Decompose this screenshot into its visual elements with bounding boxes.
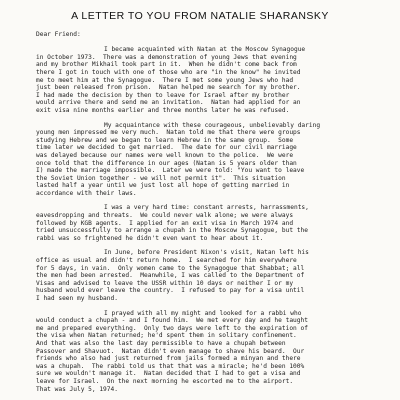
paragraph-line: just been released from prison. Natan helped me search for my brother. (36, 84, 301, 92)
paragraph-line: tried unsuccessfully to arrange a chupah in the Moscow Synagogue, but the (36, 227, 308, 235)
paragraph-line: the Soviet Union together - we will not permit it". This situation (36, 174, 286, 182)
paragraph-line: studying Hebrew and we began to learn Hebrew in the same group. Some (36, 136, 294, 144)
letter-paragraph (36, 249, 364, 302)
paragraph-line: once told that the difference in our ages (Natan is 5 years older than (36, 159, 297, 167)
paragraph-line: Passover and Shavuot. Natan didn't even manage to shave his beard. Our (36, 347, 305, 355)
paragraph-line: accordance with their laws. (36, 189, 137, 197)
paragraph-line: sure we wouldn't manage it. Natan decided that I had to get a visa and (36, 370, 301, 378)
paragraph-line: would conduct a chupah - and I found him. We met every day and he taught (36, 317, 308, 325)
paragraph-line: I had seen my husband. (36, 295, 118, 302)
letter-paragraph (36, 204, 364, 242)
paragraph-line: husband would ever leave the country. I refused to pay for a visa until (36, 287, 305, 295)
paragraph-line: would arrive there and send me an invitation. Natan had applied for an (36, 99, 301, 107)
paragraph-line: me to meet him at the Synagogue. There I met some young Jews who had (36, 76, 294, 84)
paragraph-line: office as usual and didn't return home. I searched for him everywhere (36, 257, 297, 265)
paragraph-line: eavesdropping and threats. We could never walk alone; we were always (36, 212, 294, 220)
paragraph-line: That was July 5, 1974. (36, 385, 118, 393)
letter-body (36, 46, 364, 393)
paragraph-line: the men had been arrested. Meanwhile, I was called to the Department of (36, 272, 305, 280)
paragraph-line: for 5 days, in vain. Only women came to the Synagogue that Shabbat; all (36, 264, 305, 272)
paragraph-line: followed by KGB agents. I applied for an exit visa in March 1974 and (36, 219, 294, 227)
letter-paragraph (36, 122, 364, 198)
paragraph-line: In June, before President Nixon's visit, Natan left his (104, 249, 309, 257)
letter-paragraph (36, 310, 364, 394)
paragraph-line: there I got in touch with one of those who are "in the know" he invited (36, 68, 301, 76)
paragraph-line: in October 1973. There was a demonstration of young Jews that evening (36, 53, 297, 61)
paragraph-line: was delayed because our names were well known to the police. We were (36, 151, 294, 159)
paragraph-line: rabbi was so frightened he didn't even want to hear about it. (36, 234, 264, 242)
paragraph-line: And that was also the last day permissible to have a chupah between (36, 339, 286, 347)
paragraph-line: Visas and advised to leave the USSR within 10 days or neither I or my (36, 279, 294, 287)
paragraph-line: I became acquainted with Natan at the Moscow Synagogue (104, 46, 306, 54)
paragraph-line: I) made the marriage impossible. Later we were told: "You want to leave (36, 167, 305, 175)
paragraph-line: was a chupah. The rabbi told us that that was a miracle; he'd been 100% (36, 362, 305, 370)
letter-paragraph (36, 46, 364, 114)
paragraph-line: me and prepared everything. Only two days were left to the expiration of (36, 324, 308, 332)
paragraph-line: and my brother Mikhail took part in it. When he didn't come back from (36, 61, 297, 69)
paragraph-line: young men impressed me very much. Natan told me that there were groups (36, 129, 301, 137)
paragraph-line: friends who also had just returned from jails formed a minyan and there (36, 355, 301, 363)
paragraph-line: I had made the decision by then to leave for Israel after my brother (36, 91, 290, 99)
paragraph-line: My acquaintance with these courageous, unbelievably daring (104, 121, 321, 129)
salutation: Dear Friend: (36, 30, 81, 38)
paragraph-line: lasted half a year until we just lost all hope of getting married in (36, 182, 290, 190)
paragraph-line: time later we decided to get married. The date for our civil marriage (36, 144, 297, 152)
paragraph-line: I prayed with all my might and looked for a rabbi who (104, 309, 302, 317)
letter-title: A LETTER TO YOU FROM NATALIE SHARANSKY (71, 10, 329, 22)
paragraph-line: exit visa nine months earlier and three months later he was refused. (36, 106, 290, 114)
paragraph-line: the visa when Natan returned; he'd spent them in solitary confinement. (36, 332, 297, 340)
paragraph-line: leave for Israel. On the next morning he escorted me to the airport. (36, 377, 294, 385)
paragraph-line: I was a very hard time: constant arrests, harrassments, (104, 204, 309, 212)
